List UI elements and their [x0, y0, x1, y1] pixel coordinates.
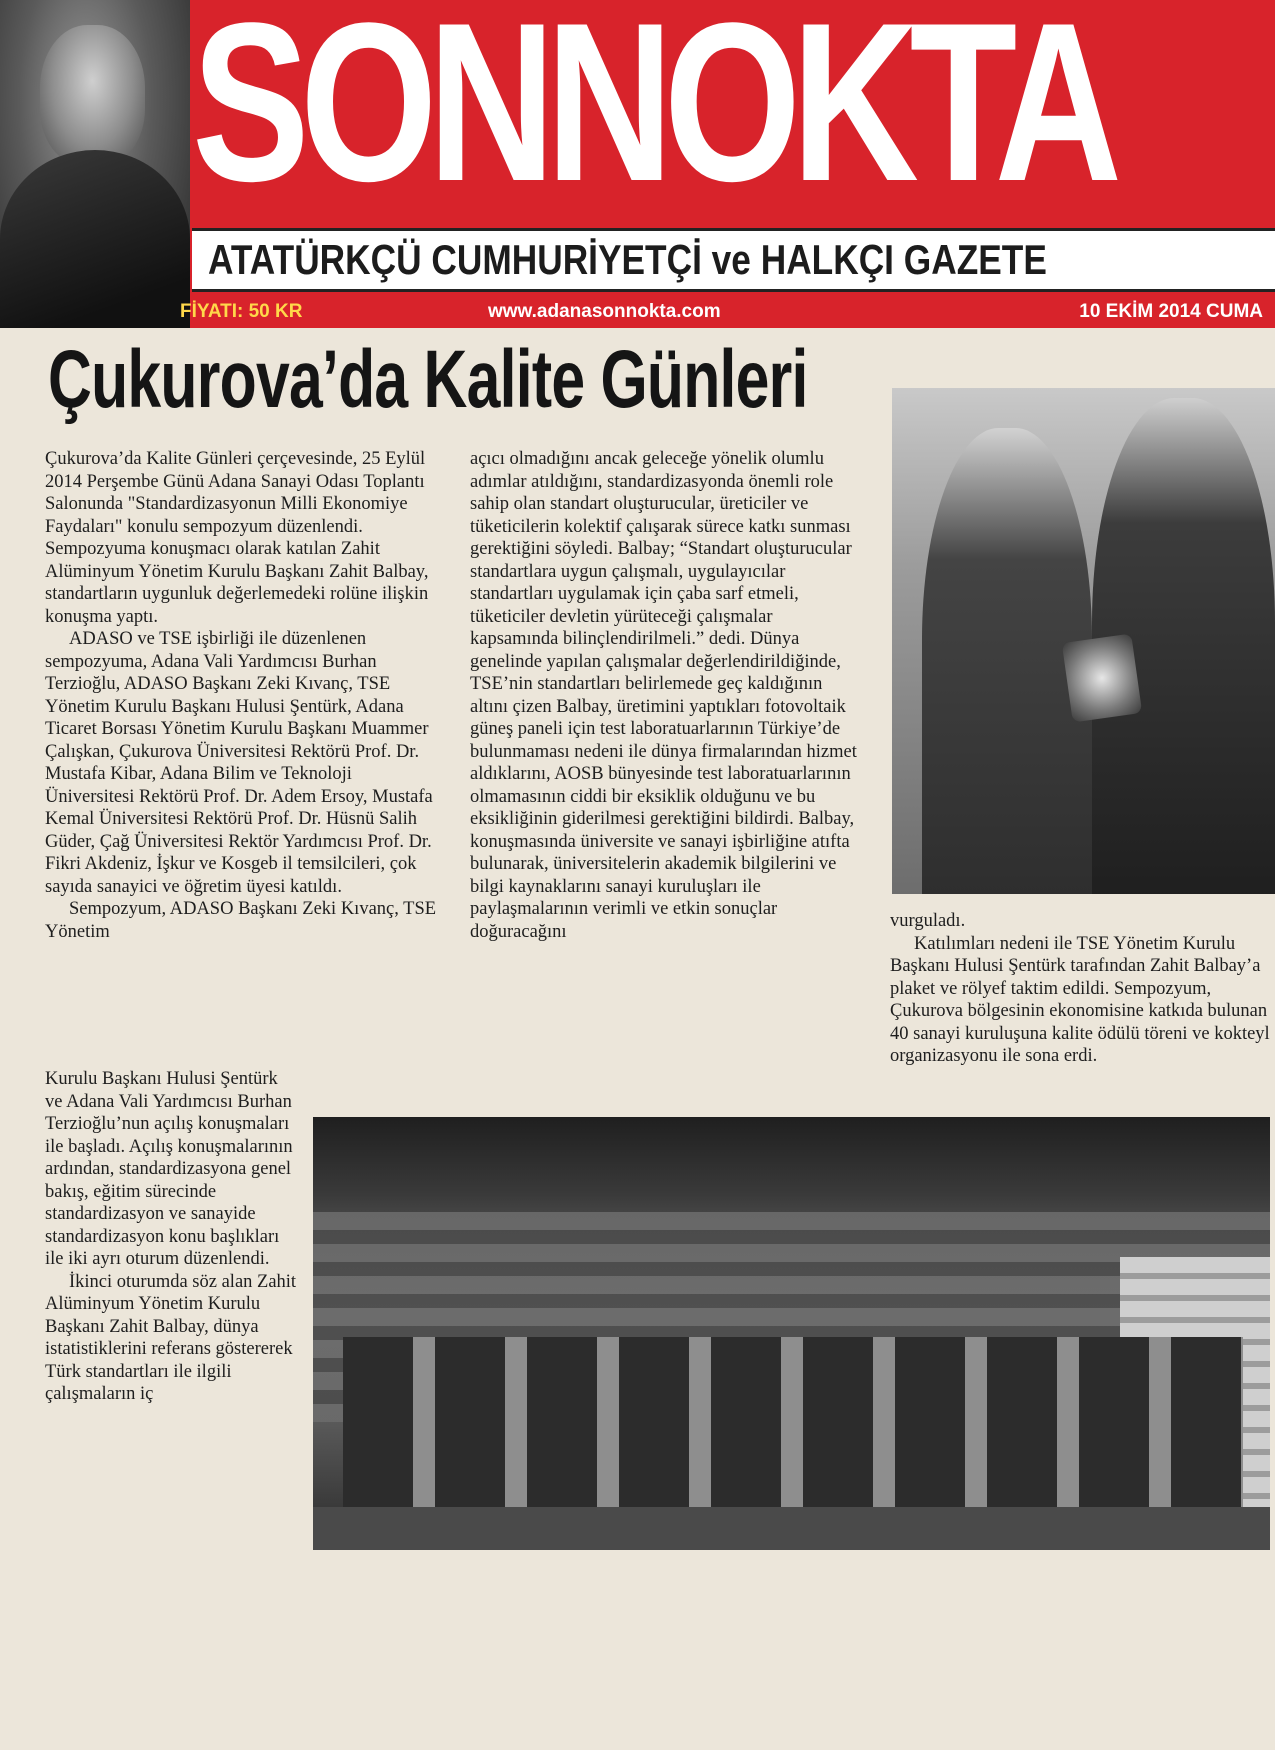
plaque-image [1062, 634, 1142, 723]
newspaper-logo: SONNOKTA [192, 0, 1113, 228]
masthead [0, 0, 1275, 328]
paragraph: Katılımları nedeni ile TSE Yönetim Kurulu Başkanı Hulusi Şentürk tarafından Zahit Balbay’a plaket ve rölyef taktim edildi. Sempozyum, Çukurova bölgesinin ekonomisine katkıda bulunan 40 sanayi kuruluşuna kalite ödülü töreni ve kokteyl organizasyonu ile sona erdi. [890, 933, 1270, 1066]
group-photo [313, 1117, 1270, 1550]
tagline: ATATÜRKÇÜ CUMHURİYETÇİ ve HALKÇI GAZETE [208, 236, 1047, 283]
paragraph: vurguladı. [890, 911, 966, 931]
issue-date: 10 EKİM 2014 CUMA [1079, 301, 1263, 322]
handshake-photo [892, 388, 1275, 894]
paragraph: ADASO ve TSE işbirliği ile düzenlenen sempozyuma, Adana Vali Yardımcısı Burhan Terzioğlu, ADASO Başkanı Zeki Kıvanç, TSE Yönetim Kurulu Başkanı Hulusi Şentürk, Adana Ticaret Borsası Yönetim Kurulu Başkanı Muammer Çalışkan, Çukurova Üniversitesi Rektörü Prof. Dr. Mustafa Kibar, Adana Bilim ve Teknoloji Üniversitesi Rektörü Prof. Dr. Adem Ersoy, Mustafa Kemal Üniversitesi Rektörü Prof. Dr. Hüsnü Salih Güder, Çağ Üniversitesi Rektör Yardımcısı Prof. Dr. Fikri Akdeniz, İşkur ve Kosgeb il temsilcileri, çok sayıda sanayici ve öğretim üyesi katıldı. [45, 629, 433, 897]
paragraph: Çukurova’da Kalite Günleri çerçevesinde, 25 Eylül 2014 Perşembe Günü Adana Sanayi Odası Toplantı Salonunda "Standardizasyonun Milli Ekonomiye Faydaları" konulu sempozyum düzenlendi. Sempozyuma konuşmacı olarak katılan Zahit Alüminyum Yönetim Kurulu Başkanı Zahit Balbay, standartların uygunluk değerlemedeki rolüne ilişkin konuşma yaptı. [45, 449, 429, 627]
article-column-2 [470, 448, 860, 943]
ataturk-portrait [0, 0, 190, 328]
article-column-1 [45, 448, 442, 943]
paragraph: İkinci oturumda söz alan Zahit Alüminyum Yönetim Kurulu Başkanı Zahit Balbay, dünya istatistiklerini referans göstererek Türk standartları ile ilgili çalışmaların iç [45, 1271, 297, 1404]
article-column-1-continued [45, 1068, 297, 1406]
paragraph: Kurulu Başkanı Hulusi Şentürk ve Adana Vali Yardımcısı Burhan Terzioğlu’nun açılış konuşmaları ile başladı. Açılış konuşmalarının ardından, standardizasyona genel bakış, eğitim sürecinde standardizasyon ve sanayide standardizasyon konu başlıkları ile iki ayrı oturum düzenlendi. [45, 1069, 293, 1269]
paragraph: Sempozyum, ADASO Başkanı Zeki Kıvanç, TSE Yönetim [45, 899, 437, 942]
tagline-band [192, 228, 1275, 292]
article-headline: Çukurova’da Kalite Günleri [48, 334, 808, 425]
paragraph: açıcı olmadığını ancak geleceğe yönelik olumlu adımlar atıldığını, standardizasyonda önemli role sahip olan standart oluşturucular, üreticiler ve tüketicilerin kolektif çalışarak sürece katkı sunması gerektiğini söyledi. Balbay; “Standart oluşturucular standartlara uygun çalışmalı, uygulayıcılar standartları uygulamak için çaba sarf etmeli, tüketiciler devletin yürüteceği çalışmalar kapsamında bilinçlendirilmeli.” dedi. Dünya genelinde yapılan çalışmalar değerlendirildiğinde, TSE’nin standartları belirlemede geç kaldığının altını çizen Balbay, üretimini yaptıkları fotovoltaik güneş paneli için test laboratuarlarının Türkiye’de bulunmaması nedeni ile dünya firmalarından hizmet aldıklarını, AOSB bünyesinde test laboratuarlarının olmamasının ciddi bir eksiklik olduğunu ve bu eksikliğinin giderilmesi gerektiğini bildirdi. Balbay, konuşmasında üniversite ve sanayi işbirliğine atıfta bulunarak, üniversitelerin akademik bilgilerini ve bilgi kaynaklarını sanayi kuruluşları ile paylaşmalarının verimli ve etkin sonuçlar doğuracağını [470, 449, 857, 942]
price-label: FİYATI: 50 KR [180, 301, 303, 322]
article-column-3 [890, 910, 1275, 1068]
website-link[interactable]: www.adanasonnokta.com [488, 301, 721, 322]
